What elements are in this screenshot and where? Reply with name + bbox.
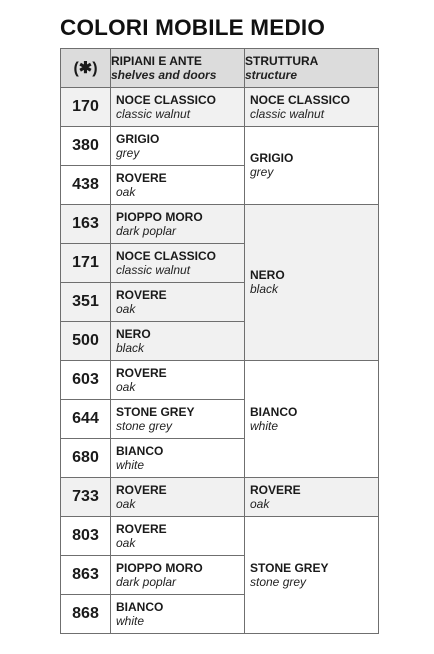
shelves-it: ROVERE (116, 482, 167, 497)
row-code: 438 (61, 166, 111, 205)
structure-it: BIANCO (250, 404, 298, 419)
shelves-en: oak (116, 379, 136, 394)
shelves-it: BIANCO (116, 443, 164, 458)
table-header (61, 49, 379, 88)
shelves-cell (111, 556, 245, 595)
shelves-cell (111, 517, 245, 556)
shelves-en: classic walnut (116, 106, 191, 121)
structure-en: classic walnut (250, 106, 325, 121)
code-header: (✱) (61, 49, 111, 88)
row-code: 380 (61, 127, 111, 166)
row-code: 868 (61, 595, 111, 634)
shelves-cell (111, 400, 245, 439)
shelves-en: dark poplar (116, 223, 177, 238)
shelves-en: black (116, 340, 145, 355)
shelves-it: ROVERE (116, 287, 167, 302)
structure-en: oak (250, 496, 270, 511)
shelves-en: dark poplar (116, 574, 177, 589)
structure-en: stone grey (250, 574, 307, 589)
shelves-cell (111, 439, 245, 478)
shelves-it: PIOPPO MORO (116, 209, 203, 224)
structure-en: grey (250, 165, 274, 179)
row-code: 603 (61, 361, 111, 400)
shelves-en: stone grey (116, 418, 173, 433)
shelves-en: oak (116, 184, 136, 199)
table-row (61, 361, 379, 400)
shelves-it: NOCE CLASSICO (116, 248, 217, 263)
structure-en: black (250, 282, 279, 296)
shelves-it: ROVERE (116, 365, 167, 380)
row-code: 351 (61, 283, 111, 322)
shelves-en: white (116, 457, 145, 472)
shelves-it: ROVERE (116, 521, 167, 536)
shelves-en: oak (116, 496, 136, 511)
shelves-header-en: shelves and doors (111, 67, 217, 82)
shelves-cell (111, 478, 245, 517)
structure-it: NERO (250, 268, 285, 282)
shelves-cell (111, 322, 245, 361)
shelves-it: BIANCO (116, 599, 164, 614)
structure-header-en: structure (245, 67, 298, 82)
row-code: 171 (61, 244, 111, 283)
structure-it: GRIGIO (250, 151, 294, 165)
shelves-header-it: RIPIANI E ANTE (111, 53, 202, 68)
shelves-it: STONE GREY (116, 404, 195, 419)
table-row (61, 205, 379, 244)
table-row (61, 517, 379, 556)
row-code: 680 (61, 439, 111, 478)
row-code: 803 (61, 517, 111, 556)
shelves-cell (111, 283, 245, 322)
structure-it: STONE GREY (250, 560, 329, 575)
shelves-it: GRIGIO (116, 131, 160, 146)
structure-header-it: STRUTTURA (245, 53, 319, 68)
structure-header (245, 49, 379, 88)
shelves-en: white (116, 613, 145, 628)
row-code: 733 (61, 478, 111, 517)
colors-table (60, 48, 379, 634)
structure-en: white (250, 418, 279, 433)
shelves-header (111, 49, 245, 88)
structure-cell (245, 88, 379, 127)
row-code: 500 (61, 322, 111, 361)
shelves-cell (111, 166, 245, 205)
shelves-cell (111, 244, 245, 283)
shelves-it: PIOPPO MORO (116, 560, 203, 575)
table-row (61, 478, 379, 517)
structure-cell (245, 478, 379, 517)
row-code: 863 (61, 556, 111, 595)
shelves-it: NERO (116, 326, 151, 341)
row-code: 170 (61, 88, 111, 127)
row-code: 163 (61, 205, 111, 244)
shelves-en: classic walnut (116, 262, 191, 277)
table-row (61, 88, 379, 127)
shelves-en: oak (116, 301, 136, 316)
shelves-cell (111, 88, 245, 127)
structure-cell (245, 127, 379, 205)
structure-it: ROVERE (250, 482, 301, 497)
structure-cell (245, 205, 379, 361)
shelves-it: NOCE CLASSICO (116, 92, 217, 107)
shelves-en: grey (116, 145, 140, 160)
shelves-en: oak (116, 535, 136, 550)
row-code: 644 (61, 400, 111, 439)
shelves-cell (111, 595, 245, 634)
shelves-cell (111, 127, 245, 166)
shelves-it: ROVERE (116, 170, 167, 185)
structure-cell (245, 517, 379, 634)
structure-cell (245, 361, 379, 478)
shelves-cell (111, 361, 245, 400)
table-row (61, 127, 379, 166)
structure-it: NOCE CLASSICO (250, 92, 351, 107)
page-title: COLORI MOBILE MEDIO (60, 15, 326, 40)
shelves-cell (111, 205, 245, 244)
